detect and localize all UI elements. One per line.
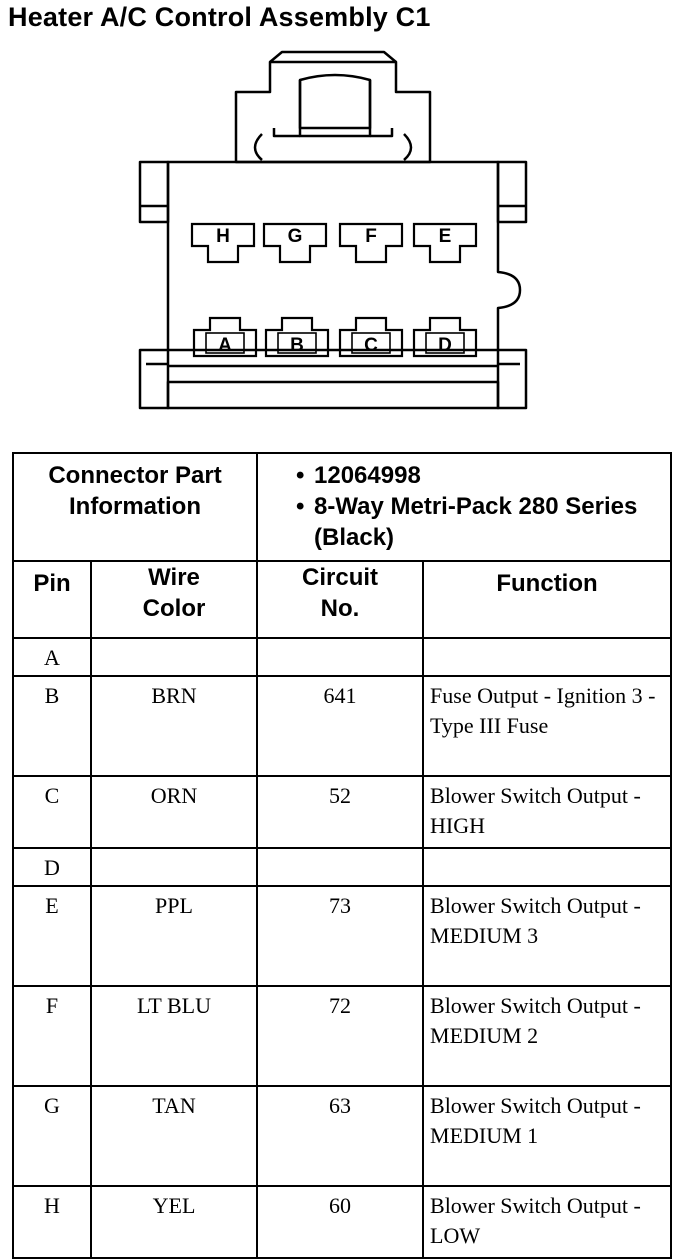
function-cell: Blower Switch Output - MEDIUM 1 [430, 1093, 641, 1148]
pin-label-f: F [365, 226, 377, 247]
table-row [13, 1186, 671, 1258]
pin-label-g: G [287, 226, 303, 247]
circuit-cell: 52 [329, 783, 352, 808]
pin-cell: F [45, 993, 59, 1018]
wire-color-cell: BRN [151, 683, 197, 708]
wire-color-cell: PPL [155, 893, 193, 918]
pin-cell: A [44, 645, 60, 670]
wire-color-cell: TAN [152, 1093, 196, 1118]
col-pin: Pin [33, 570, 71, 597]
wire-color-cell [92, 639, 256, 643]
pin-cell: B [44, 683, 60, 708]
function-cell [430, 639, 666, 643]
pin-label-c: C [364, 335, 378, 356]
function-cell [430, 849, 666, 853]
circuit-cell: 60 [329, 1193, 352, 1218]
col-circuit-no: Circuit No. [302, 564, 379, 622]
circuit-cell [258, 849, 422, 853]
col-function: Function [496, 570, 598, 597]
pin-cell: C [44, 783, 60, 808]
circuit-cell: 73 [329, 893, 352, 918]
function-cell: Blower Switch Output - MEDIUM 2 [430, 993, 641, 1048]
wire-color-cell: LT BLU [137, 993, 211, 1018]
part-info-values-cell [257, 453, 671, 561]
wire-color-cell: YEL [152, 1193, 196, 1218]
pinout-table [12, 452, 672, 1259]
function-cell: Blower Switch Output - HIGH [430, 783, 641, 838]
pin-cell: G [44, 1093, 60, 1118]
circuit-cell: 641 [323, 683, 357, 708]
page-title: Heater A/C Control Assembly C1 [8, 2, 431, 32]
part-number: • 12064998 [258, 460, 670, 491]
function-cell: Blower Switch Output - LOW [430, 1193, 641, 1248]
function-cell: Blower Switch Output - MEDIUM 3 [430, 893, 641, 948]
table-row [13, 1086, 671, 1186]
table-row [13, 886, 671, 986]
part-info-list [258, 454, 670, 553]
pin-cell: D [44, 855, 60, 880]
part-info-label: Connector Part Information [48, 462, 222, 520]
wire-color-cell: ORN [150, 783, 198, 808]
connector-diagram [0, 0, 688, 430]
part-info-row [13, 453, 671, 561]
table-row [13, 848, 671, 886]
wire-color-cell [92, 849, 256, 853]
pin-label-b: B [290, 335, 304, 356]
table-row [13, 638, 671, 676]
circuit-cell [258, 639, 422, 643]
column-header-row [13, 561, 671, 638]
connector-description: • 8-Way Metri-Pack 280 Series (Black) [258, 491, 670, 553]
pin-label-a: A [218, 335, 232, 356]
top-row-cavities [192, 224, 476, 262]
pin-label-h: H [216, 226, 230, 247]
table-row [13, 986, 671, 1086]
part-info-label-cell [13, 453, 257, 561]
table-row [13, 676, 671, 776]
col-wire-color: Wire Color [142, 564, 206, 622]
pin-label-d: D [438, 335, 452, 356]
table-row [13, 776, 671, 848]
pin-cell: H [44, 1193, 60, 1218]
pin-cell: E [45, 893, 59, 918]
function-cell: Fuse Output - Ignition 3 - Type III Fuse [430, 683, 656, 738]
circuit-cell: 72 [329, 993, 352, 1018]
pin-label-e: E [438, 226, 452, 247]
circuit-cell: 63 [329, 1093, 352, 1118]
